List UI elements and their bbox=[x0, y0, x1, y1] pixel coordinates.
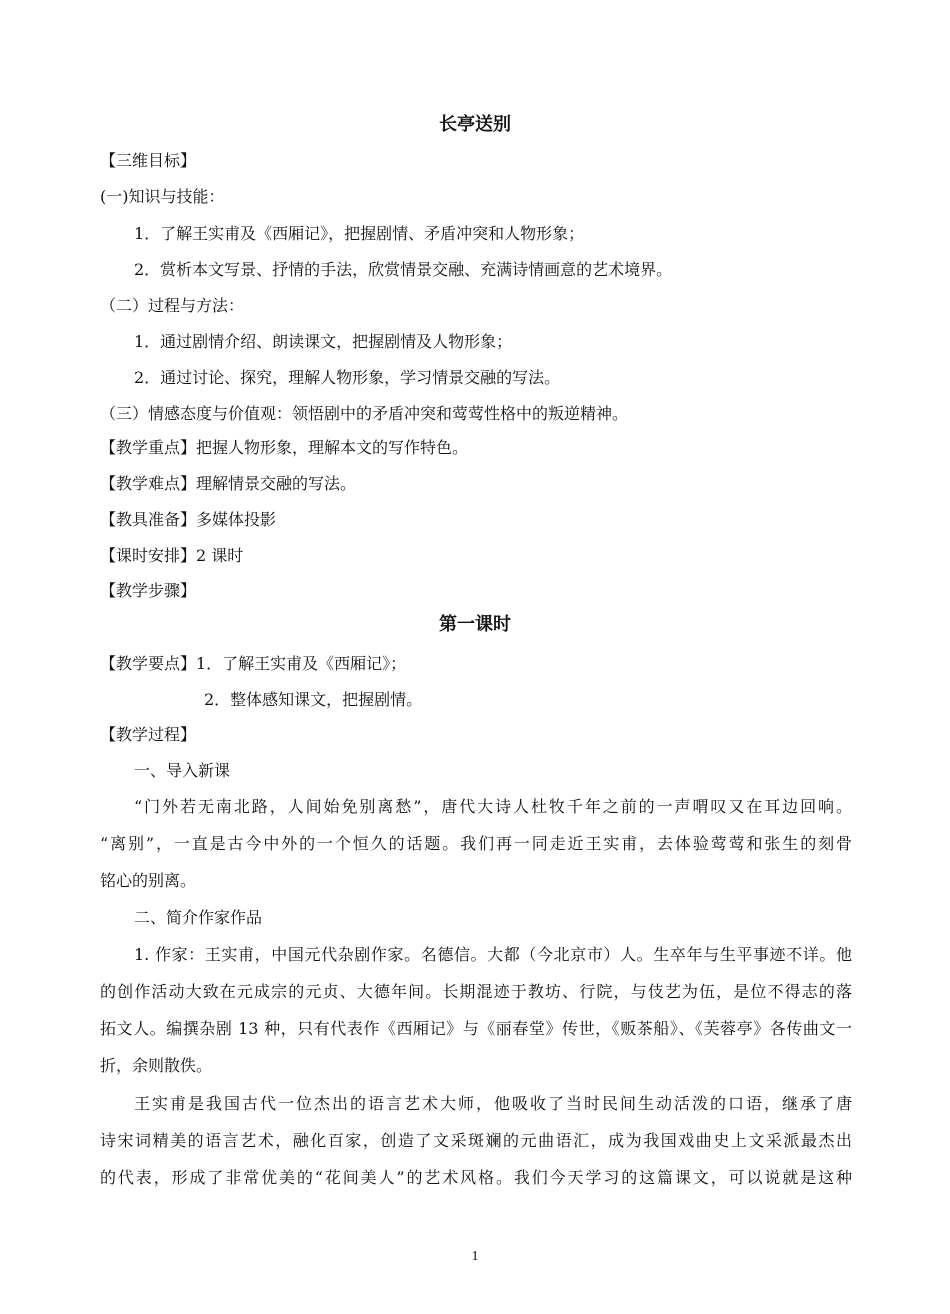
knowledge-heading: (一)知识与技能： bbox=[100, 187, 225, 206]
teaching-points-1: 【教学要点】1．了解王实甫及《西厢记》； bbox=[100, 654, 407, 673]
schedule: 【课时安排】2 课时 bbox=[100, 546, 244, 565]
style-line-3: 的代表，形成了非常优美的“花间美人”的艺术风格。我们今天学习的这篇课文，可以说就是这种 bbox=[100, 1168, 852, 1187]
process-heading: （二）过程与方法： bbox=[100, 296, 245, 315]
teaching-points-2: 2．整体感知课文，把握剧情。 bbox=[204, 690, 423, 709]
author-line-1: 1. 作家：王实甫，中国元代杂剧作家。名德信。大都（今北京市）人。生卒年与生平事迹不详。他 bbox=[134, 945, 852, 964]
intro-line-2: “离别”，一直是古今中外的一个恒久的话题。我们再一同走近王实甫，去体验莺莺和张生的刻骨 bbox=[100, 834, 852, 853]
process-item-1: 1．通过剧情介绍、朗读课文，把握剧情及人物形象； bbox=[134, 332, 513, 351]
difficulty: 【教学难点】理解情景交融的写法。 bbox=[100, 474, 357, 493]
section-intro-heading: 一、导入新课 bbox=[134, 761, 231, 780]
author-line-2: 的创作活动大致在元成宗的元贞、大德年间。长期混迹于教坊、行院，与伎艺为伍，是位不得志的落 bbox=[100, 982, 852, 1001]
author-line-3: 拓文人。编撰杂剧 13 种，只有代表作《西厢记》与《丽春堂》传世，《贩茶船》、《芙蓉亭》各传曲文一 bbox=[100, 1019, 852, 1038]
page-number: 1 bbox=[471, 1249, 479, 1264]
document-title: 长亭送别 bbox=[439, 114, 511, 135]
process-item-2: 2．通过讨论、探究，理解人物形象，学习情景交融的写法。 bbox=[134, 368, 561, 387]
intro-line-1: “门外若无南北路，人间始免别离愁”，唐代大诗人杜牧千年之前的一声喟叹又在耳边回响。 bbox=[134, 797, 852, 816]
author-line-4: 折，余则散佚。 bbox=[100, 1056, 213, 1075]
key-point: 【教学重点】把握人物形象，理解本文的写作特色。 bbox=[100, 438, 469, 457]
intro-line-3: 铭心的别离。 bbox=[100, 871, 197, 890]
style-line-1: 王实甫是我国古代一位杰出的语言艺术大师，他吸收了当时民间生动活泼的口语，继承了唐 bbox=[134, 1094, 852, 1113]
lesson1-title: 第一课时 bbox=[439, 614, 511, 635]
knowledge-item-1: 1．了解王实甫及《西厢记》，把握剧情、矛盾冲突和人物形象； bbox=[134, 224, 585, 243]
steps-heading: 【教学步骤】 bbox=[100, 581, 197, 600]
process-label: 【教学过程】 bbox=[100, 725, 197, 744]
knowledge-item-2: 2．赏析本文写景、抒情的手法，欣赏情景交融、充满诗情画意的艺术境界。 bbox=[134, 260, 673, 279]
objectives-heading: 【三维目标】 bbox=[100, 151, 197, 170]
materials: 【教具准备】多媒体投影 bbox=[100, 510, 277, 529]
style-line-2: 诗宋词精美的语言艺术，融化百家，创造了文采斑斓的元曲语汇，成为我国戏曲史上文采派最杰出 bbox=[100, 1131, 852, 1150]
emotion-objective: （三）情感态度与价值观：领悟剧中的矛盾冲突和莺莺性格中的叛逆精神。 bbox=[100, 404, 629, 423]
section-author-heading: 二、简介作家作品 bbox=[134, 908, 263, 927]
